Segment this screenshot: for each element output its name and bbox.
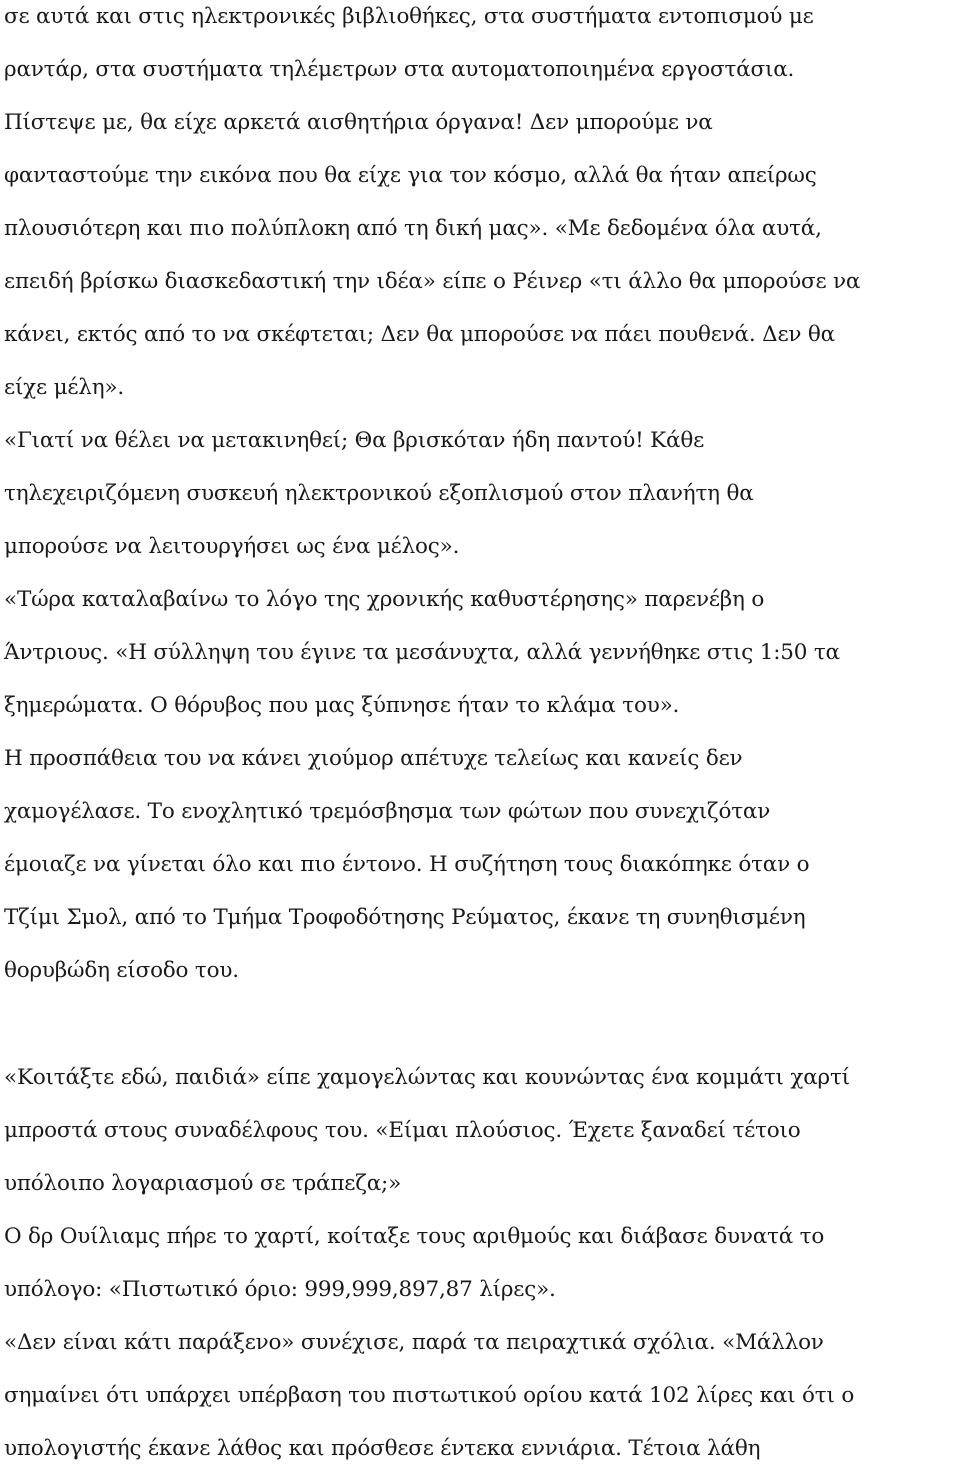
text-line: είχε μέλη». bbox=[4, 375, 124, 400]
text-line: φανταστούμε την εικόνα που θα είχε για τον κόσμο, αλλά θα ήταν απείρως bbox=[4, 163, 817, 188]
text-line: επειδή βρίσκω διασκεδαστική την ιδέα» είπε ο Ρέινερ «τι άλλο θα μπορούσε να bbox=[4, 269, 861, 294]
text-line: θορυβώδη είσοδο του. bbox=[4, 958, 239, 983]
text-line: υπόλογο: «Πιστωτικό όριο: 999,999,897,87 λίρες». bbox=[4, 1277, 556, 1302]
text-line: σημαίνει ότι υπάρχει υπέρβαση του πιστωτικού ορίου κατά 102 λίρες και ότι ο bbox=[4, 1383, 855, 1408]
text-line: «Δεν είναι κάτι παράξενο» συνέχισε, παρά τα πειραχτικά σχόλια. «Μάλλον bbox=[4, 1330, 824, 1355]
text-line: Πίστεψε με, θα είχε αρκετά αισθητήρια όργανα! Δεν μπορούμε να bbox=[4, 110, 713, 135]
text-line: Η προσπάθεια του να κάνει χιούμορ απέτυχε τελείως και κανείς δεν bbox=[4, 746, 743, 771]
text-line: τηλεχειριζόμενη συσκευή ηλεκτρονικού εξοπλισμού στον πλανήτη θα bbox=[4, 481, 754, 506]
text-line: χαμογέλασε. Το ενοχλητικό τρεμόσβησμα των φώτων που συνεχιζόταν bbox=[4, 799, 771, 824]
text-line: μπροστά στους συναδέλφους του. «Είμαι πλούσιος. Έχετε ξαναδεί τέτοιο bbox=[4, 1118, 801, 1143]
text-line: Τζίμι Σμολ, από το Τμήμα Τροφοδότησης Ρεύματος, έκανε τη συνηθισμένη bbox=[4, 905, 806, 930]
text-line: «Τώρα καταλαβαίνω το λόγο της χρονικής καθυστέρησης» παρενέβη ο bbox=[4, 587, 765, 612]
text-line: ξημερώματα. Ο θόρυβος που μας ξύπνησε ήταν το κλάμα του». bbox=[4, 693, 680, 718]
text-line: πλουσιότερη και πιο πολύπλοκη από τη δική μας». «Με δεδομένα όλα αυτά, bbox=[4, 216, 822, 241]
text-line: κάνει, εκτός από το να σκέφτεται; Δεν θα μπορούσε να πάει πουθενά. Δεν θα bbox=[4, 322, 835, 347]
text-line: υπόλοιπο λογαριασμού σε τράπεζα;» bbox=[4, 1171, 402, 1196]
text-line: ραντάρ, στα συστήματα τηλέμετρων στα αυτοματοποιημένα εργοστάσια. bbox=[4, 57, 795, 82]
text-line: σε αυτά και στις ηλεκτρονικές βιβλιοθήκες, στα συστήματα εντοπισμού με bbox=[4, 4, 814, 29]
text-line: έμοιαζε να γίνεται όλο και πιο έντονο. Η συζήτηση τους διακόπηκε όταν ο bbox=[4, 852, 810, 877]
text-line: Άντριους. «Η σύλληψη του έγινε τα μεσάνυχτα, αλλά γεννήθηκε στις 1:50 τα bbox=[4, 640, 840, 665]
document-page bbox=[4, 0, 956, 1475]
text-line: «Κοιτάξτε εδώ, παιδιά» είπε χαμογελώντας και κουνώντας ένα κομμάτι χαρτί bbox=[4, 1065, 850, 1090]
text-block-before-break bbox=[4, 0, 956, 997]
text-line: «Γιατί να θέλει να μετακινηθεί; Θα βρισκόταν ήδη παντού! Κάθε bbox=[4, 428, 705, 453]
section-break bbox=[4, 997, 956, 1051]
text-line: Ο δρ Ουίλιαμς πήρε το χαρτί, κοίταξε τους αριθμούς και διάβασε δυνατά το bbox=[4, 1224, 825, 1249]
text-line: μπορούσε να λειτουργήσει ως ένα μέλος». bbox=[4, 534, 460, 559]
text-block-after-break bbox=[4, 1051, 956, 1475]
text-line: υπολογιστής έκανε λάθος και πρόσθεσε έντεκα εννιάρια. Τέτοια λάθη bbox=[4, 1436, 761, 1461]
